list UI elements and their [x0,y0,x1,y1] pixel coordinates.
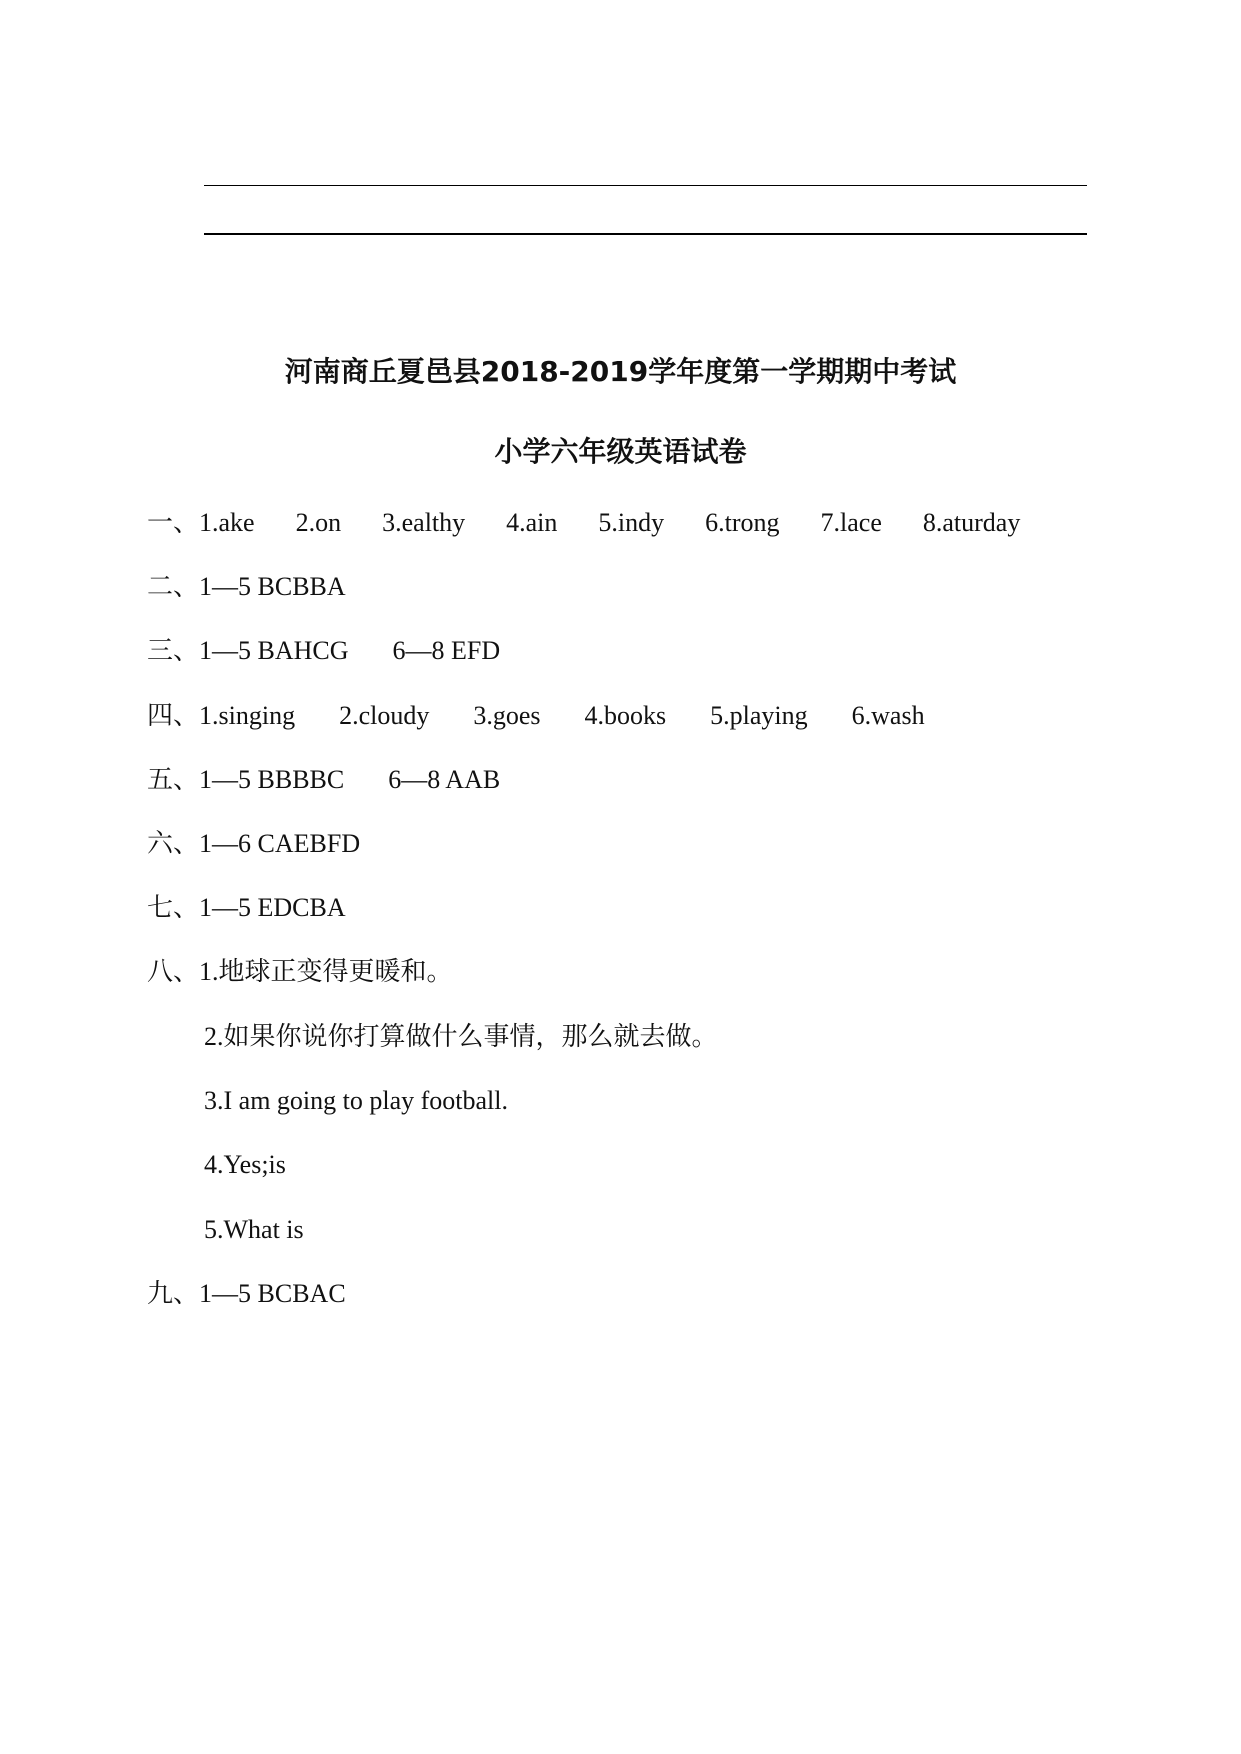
answer-item: 6.wash [851,701,925,730]
section-number: 二、 [147,572,200,602]
answer-item: 5.playing [710,701,808,730]
header-rule-top [204,185,1087,186]
answer-row-5 [147,767,500,793]
answer-row-8-line-4 [204,1152,286,1178]
document-title: 河南商丘夏邑县2018-2019学年度第一学期期中考试 [284,355,957,388]
section-number: 七、 [147,893,200,923]
answer-item: 4.ain [506,508,558,537]
answer-item: 1.singing [199,701,296,730]
answer-row-8-line-3 [204,1088,508,1114]
answer-item: 5.indy [598,508,665,537]
answer-row-3 [147,638,500,664]
answer-item: 1—5 BAHCG [199,636,349,665]
answer-item: 8.aturday [922,508,1021,537]
answer-item: 2.cloudy [339,701,430,730]
answer-row-4 [147,703,925,729]
answer-item: 1.ake [199,508,255,537]
answer-line: 5.What is [204,1215,304,1244]
answer-line: 4.Yes;is [204,1150,286,1179]
answer-item: 3.ealthy [382,508,466,537]
section-number: 五、 [147,765,200,795]
answer-row-8-line-2 [204,1024,718,1050]
section-number: 一、 [147,508,200,538]
answer-item: 1—5 BCBBA [199,572,346,601]
section-number: 八、 [147,957,200,987]
answer-row-7 [147,895,346,921]
section-number: 三、 [147,636,200,666]
answer-item: 1—6 CAEBFD [199,829,361,858]
answer-line: 2.如果你说你打算做什么事情，那么就去做。 [204,1022,718,1051]
answer-row-2 [147,574,346,600]
document-subtitle: 小学六年级英语试卷 [494,435,747,468]
answer-item: 2.on [295,508,342,537]
section-number: 四、 [147,701,200,731]
answer-line: 1.地球正变得更暖和。 [199,957,453,986]
answer-item: 3.goes [473,701,541,730]
answer-item: 6—8 EFD [392,636,501,665]
section-number: 六、 [147,829,200,859]
answer-row-6 [147,831,360,857]
answer-item: 1—5 BBBBC [199,765,345,794]
section-number: 九、 [147,1279,200,1309]
answer-item: 6.trong [705,508,780,537]
answer-row-8 [147,959,453,985]
header-rule-bottom [204,233,1087,235]
answer-item: 1—5 BCBAC [199,1279,346,1308]
answer-row-9 [147,1281,346,1307]
answer-line: 3.I am going to play football. [204,1086,509,1115]
answer-item: 7.lace [820,508,882,537]
answer-item: 1—5 EDCBA [199,893,346,922]
answer-item: 6—8 AAB [388,765,501,794]
answer-row-8-line-5 [204,1217,304,1243]
answer-item: 4.books [584,701,667,730]
answer-row-1 [147,510,1020,536]
